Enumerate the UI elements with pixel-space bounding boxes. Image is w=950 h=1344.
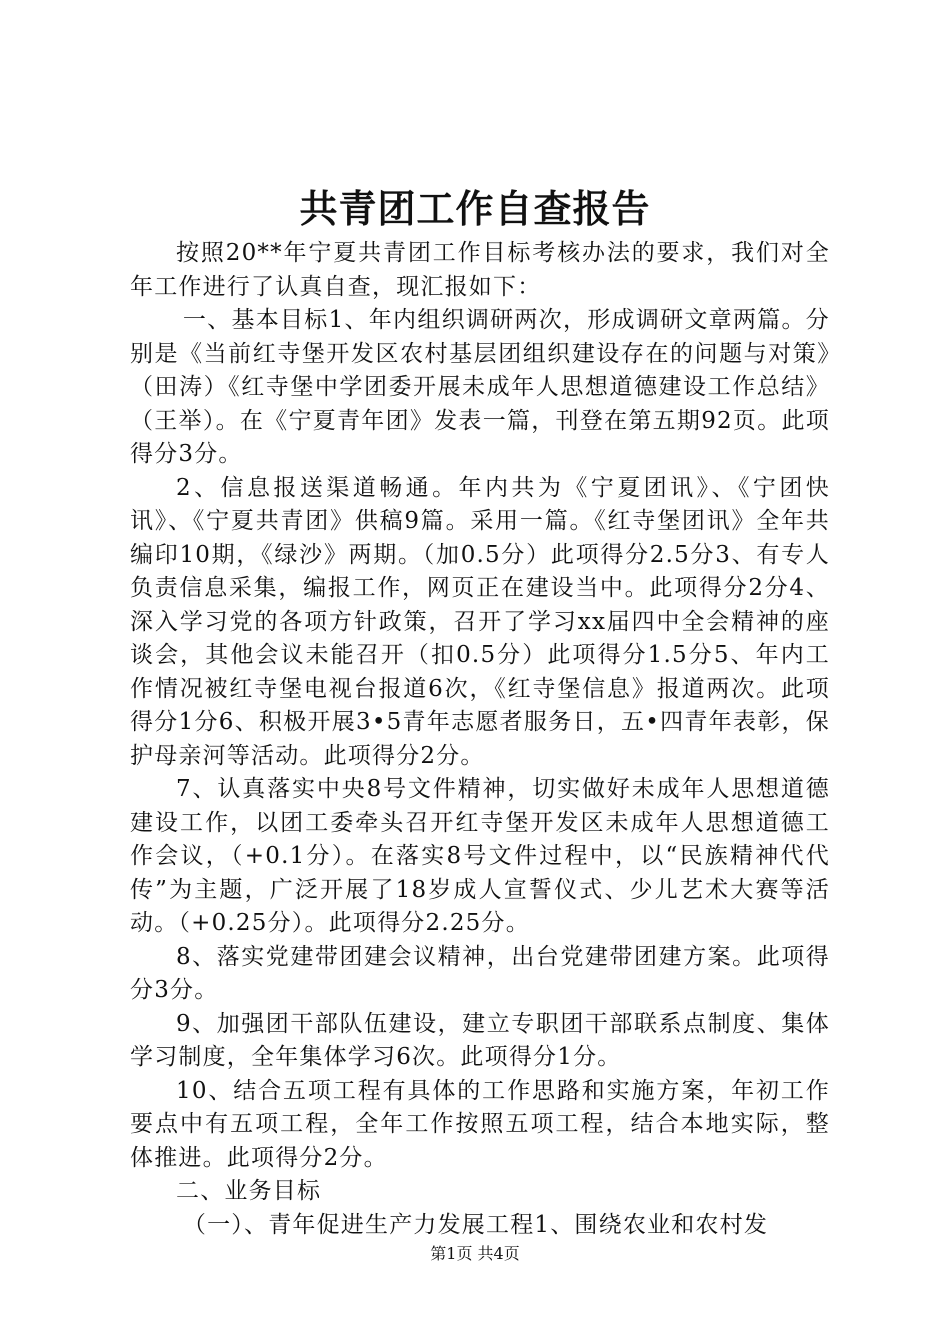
section-heading-business-goals: 二、业务目标	[176, 1178, 322, 1204]
paragraph-info-reporting: 2、信息报送渠道畅通。年内共为《宁夏团讯》、《宁团快讯》、《宁夏共青团》供稿9篇。采用一篇。《红寺堡团讯》全年共编印10期，《绿沙》两期。（加0.5分）此项得分2.5分3、有专人负责信息采集，编报工作，网页正在建设当中。此项得分2分4、深入学习党的各项方针政策，召开了学习xx届四中全会精神的座谈会，其他会议未能召开（扣0.5分）此项得分1.5分5、年内工作情况被红寺堡电视台报道6次，《红寺堡信息》报道两次。此项得分1分6、积极开展3•5青年志愿者服务日，五•四青年表彰，保护母亲河等活动。此项得分2分。	[130, 474, 830, 769]
paragraph-intro: 按照20**年宁夏共青团工作目标考核办法的要求，我们对全年工作进行了认真自查，现汇报如下：	[130, 240, 830, 300]
paragraph-productivity-project: （一）、青年促进生产力发展工程1、围绕农业和农村发	[182, 1211, 769, 1238]
document-body	[130, 237, 830, 1242]
document-title: 共青团工作自查报告	[299, 186, 651, 231]
paragraph-item-9: 9、加强团干部队伍建设，建立专职团干部联系点制度、集体学习制度，全年集体学习6次。此项得分1分。	[130, 1010, 830, 1070]
paragraph-item-7: 7、认真落实中央8号文件精神，切实做好未成年人思想道德建设工作，以团工委牵头召开红寺堡开发区未成年人思想道德工作会议，（+0.1分）。在落实8号文件过程中，以“民族精神代代传”为主题，广泛开展了18岁成人宣誓仪式、少儿艺术大赛等活动。（+0.25分）。此项得分2.25分。	[130, 776, 830, 936]
paragraph-item-8: 8、落实党建带团建会议精神，出台党建带团建方案。此项得分3分。	[130, 943, 830, 1003]
page-indicator: 第1页 共4页	[430, 1244, 520, 1263]
paragraph-item-10: 10、结合五项工程有具体的工作思路和实施方案，年初工作要点中有五项工程，全年工作按照五项工程，结合本地实际，整体推进。此项得分2分。	[130, 1077, 830, 1171]
paragraph-basic-goals: 一、基本目标1、年内组织调研两次，形成调研文章两篇。分别是《当前红寺堡开发区农村基层团组织建设存在的问题与对策》（田涛）《红寺堡中学团委开展未成年人思想道德建设工作总结》（王举）。在《宁夏青年团》发表一篇，刊登在第五期92页。此项得分3分。	[130, 307, 830, 467]
